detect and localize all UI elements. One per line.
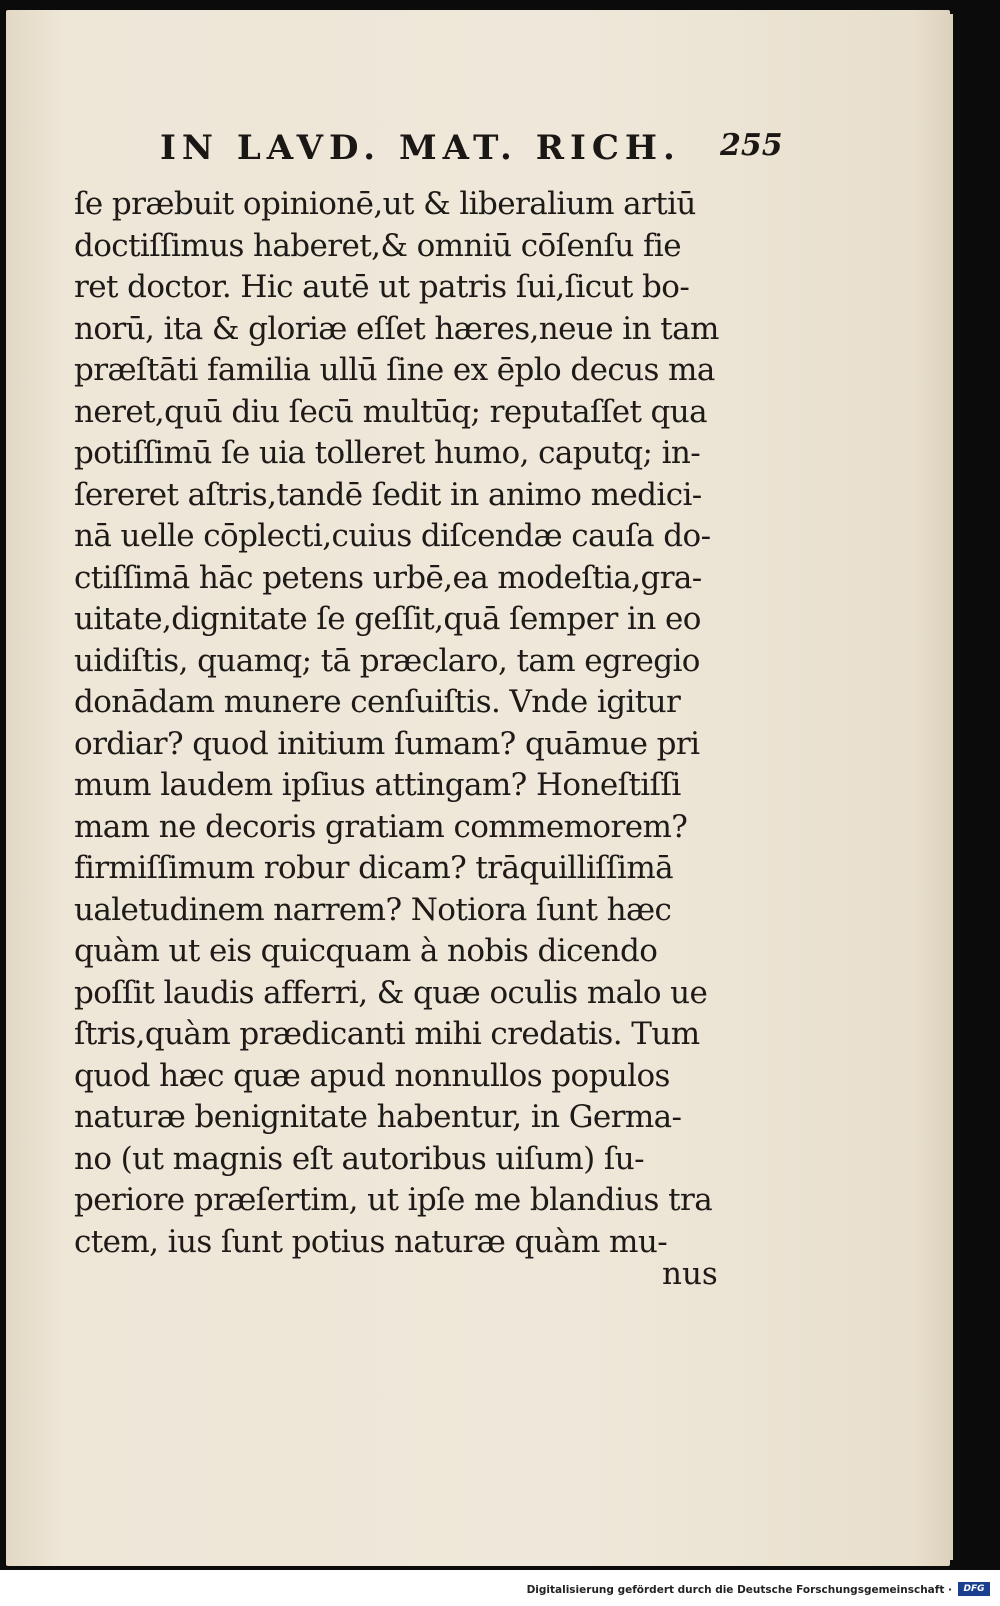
text-line: quàm ut eis quicquam à nobis dicendo	[74, 933, 658, 969]
text-line: no (ut magnis eſt autoribus uiſum) ſu-	[74, 1140, 644, 1177]
text-line: quod hæc quæ apud nonnullos populos	[74, 1057, 670, 1094]
page-header	[150, 122, 790, 172]
text-line: ctiſſimā hāc petens urbē,ea modeſtia,gra-	[74, 559, 702, 596]
text-line: mam ne decoris gratiam commemorem?	[74, 808, 688, 845]
text-line: ordiar? quod initium ſumam? quāmue pri	[74, 725, 700, 762]
text-line: norū, ita & gloriæ eſſet hæres,neue in tam	[74, 310, 719, 347]
folio-number: 255	[720, 128, 783, 163]
dfg-logo: DFG	[958, 1582, 990, 1596]
text-line: potiſſimū ſe uia tolleret humo, caputq; in-	[74, 435, 701, 471]
text-line: neret,quū diu ſecū multūq; reputaſſet qua	[74, 393, 708, 430]
text-line: uidiſtis, quamq; tā præclaro, tam egregio	[74, 642, 700, 679]
body-text	[74, 184, 754, 1263]
footer-credit-bar	[0, 1572, 1000, 1606]
running-head: IN LAVD. MAT. RICH.	[160, 128, 681, 168]
text-line: nā uelle cōplecti,cuius diſcendæ cauſa do-	[74, 518, 711, 554]
text-line: donādam munere cenſuiſtis. Vnde igitur	[74, 684, 681, 720]
text-line: præſtāti familia ullū ſine ex ēplo decus ma	[74, 352, 715, 388]
text-line: ctem, ius ſunt potius naturæ quàm mu-	[74, 1223, 668, 1260]
catchword: nus	[662, 1256, 718, 1292]
text-line: uitate,dignitate ſe geſſit,quā ſemper in eo	[74, 601, 701, 637]
text-line: ualetudinem narrem? Notiora ſunt hæc	[74, 891, 672, 928]
text-line: ſtris,quàm prædicanti mihi credatis. Tum	[74, 1016, 700, 1052]
credit-text: Digitalisierung gefördert durch die Deutsche Forschungsgemeinschaft ·	[526, 1584, 952, 1596]
text-line: ret doctor. Hic autē ut patris ſui,ſicut bo-	[74, 269, 690, 305]
text-line: ſereret aſtris,tandē ſedit in animo medici-	[74, 476, 702, 513]
text-line: ſe præbuit opinionē,ut & liberalium artiū	[74, 186, 696, 222]
text-line: poſſit laudis afferri, & quæ oculis malo ue	[74, 974, 708, 1011]
text-line: firmiſſimum robur dicam? trāquilliſſimā	[74, 850, 673, 886]
text-line: periore præſertim, ut ipſe me blandius tra	[74, 1182, 713, 1218]
text-line: doctiſſimus haberet,& omniū cōſenſu fie	[74, 227, 681, 264]
text-line: mum laudem ipſius attingam? Honeſtiſſi	[74, 767, 681, 803]
text-line: naturæ benignitate habentur, in Germa-	[74, 1099, 682, 1135]
